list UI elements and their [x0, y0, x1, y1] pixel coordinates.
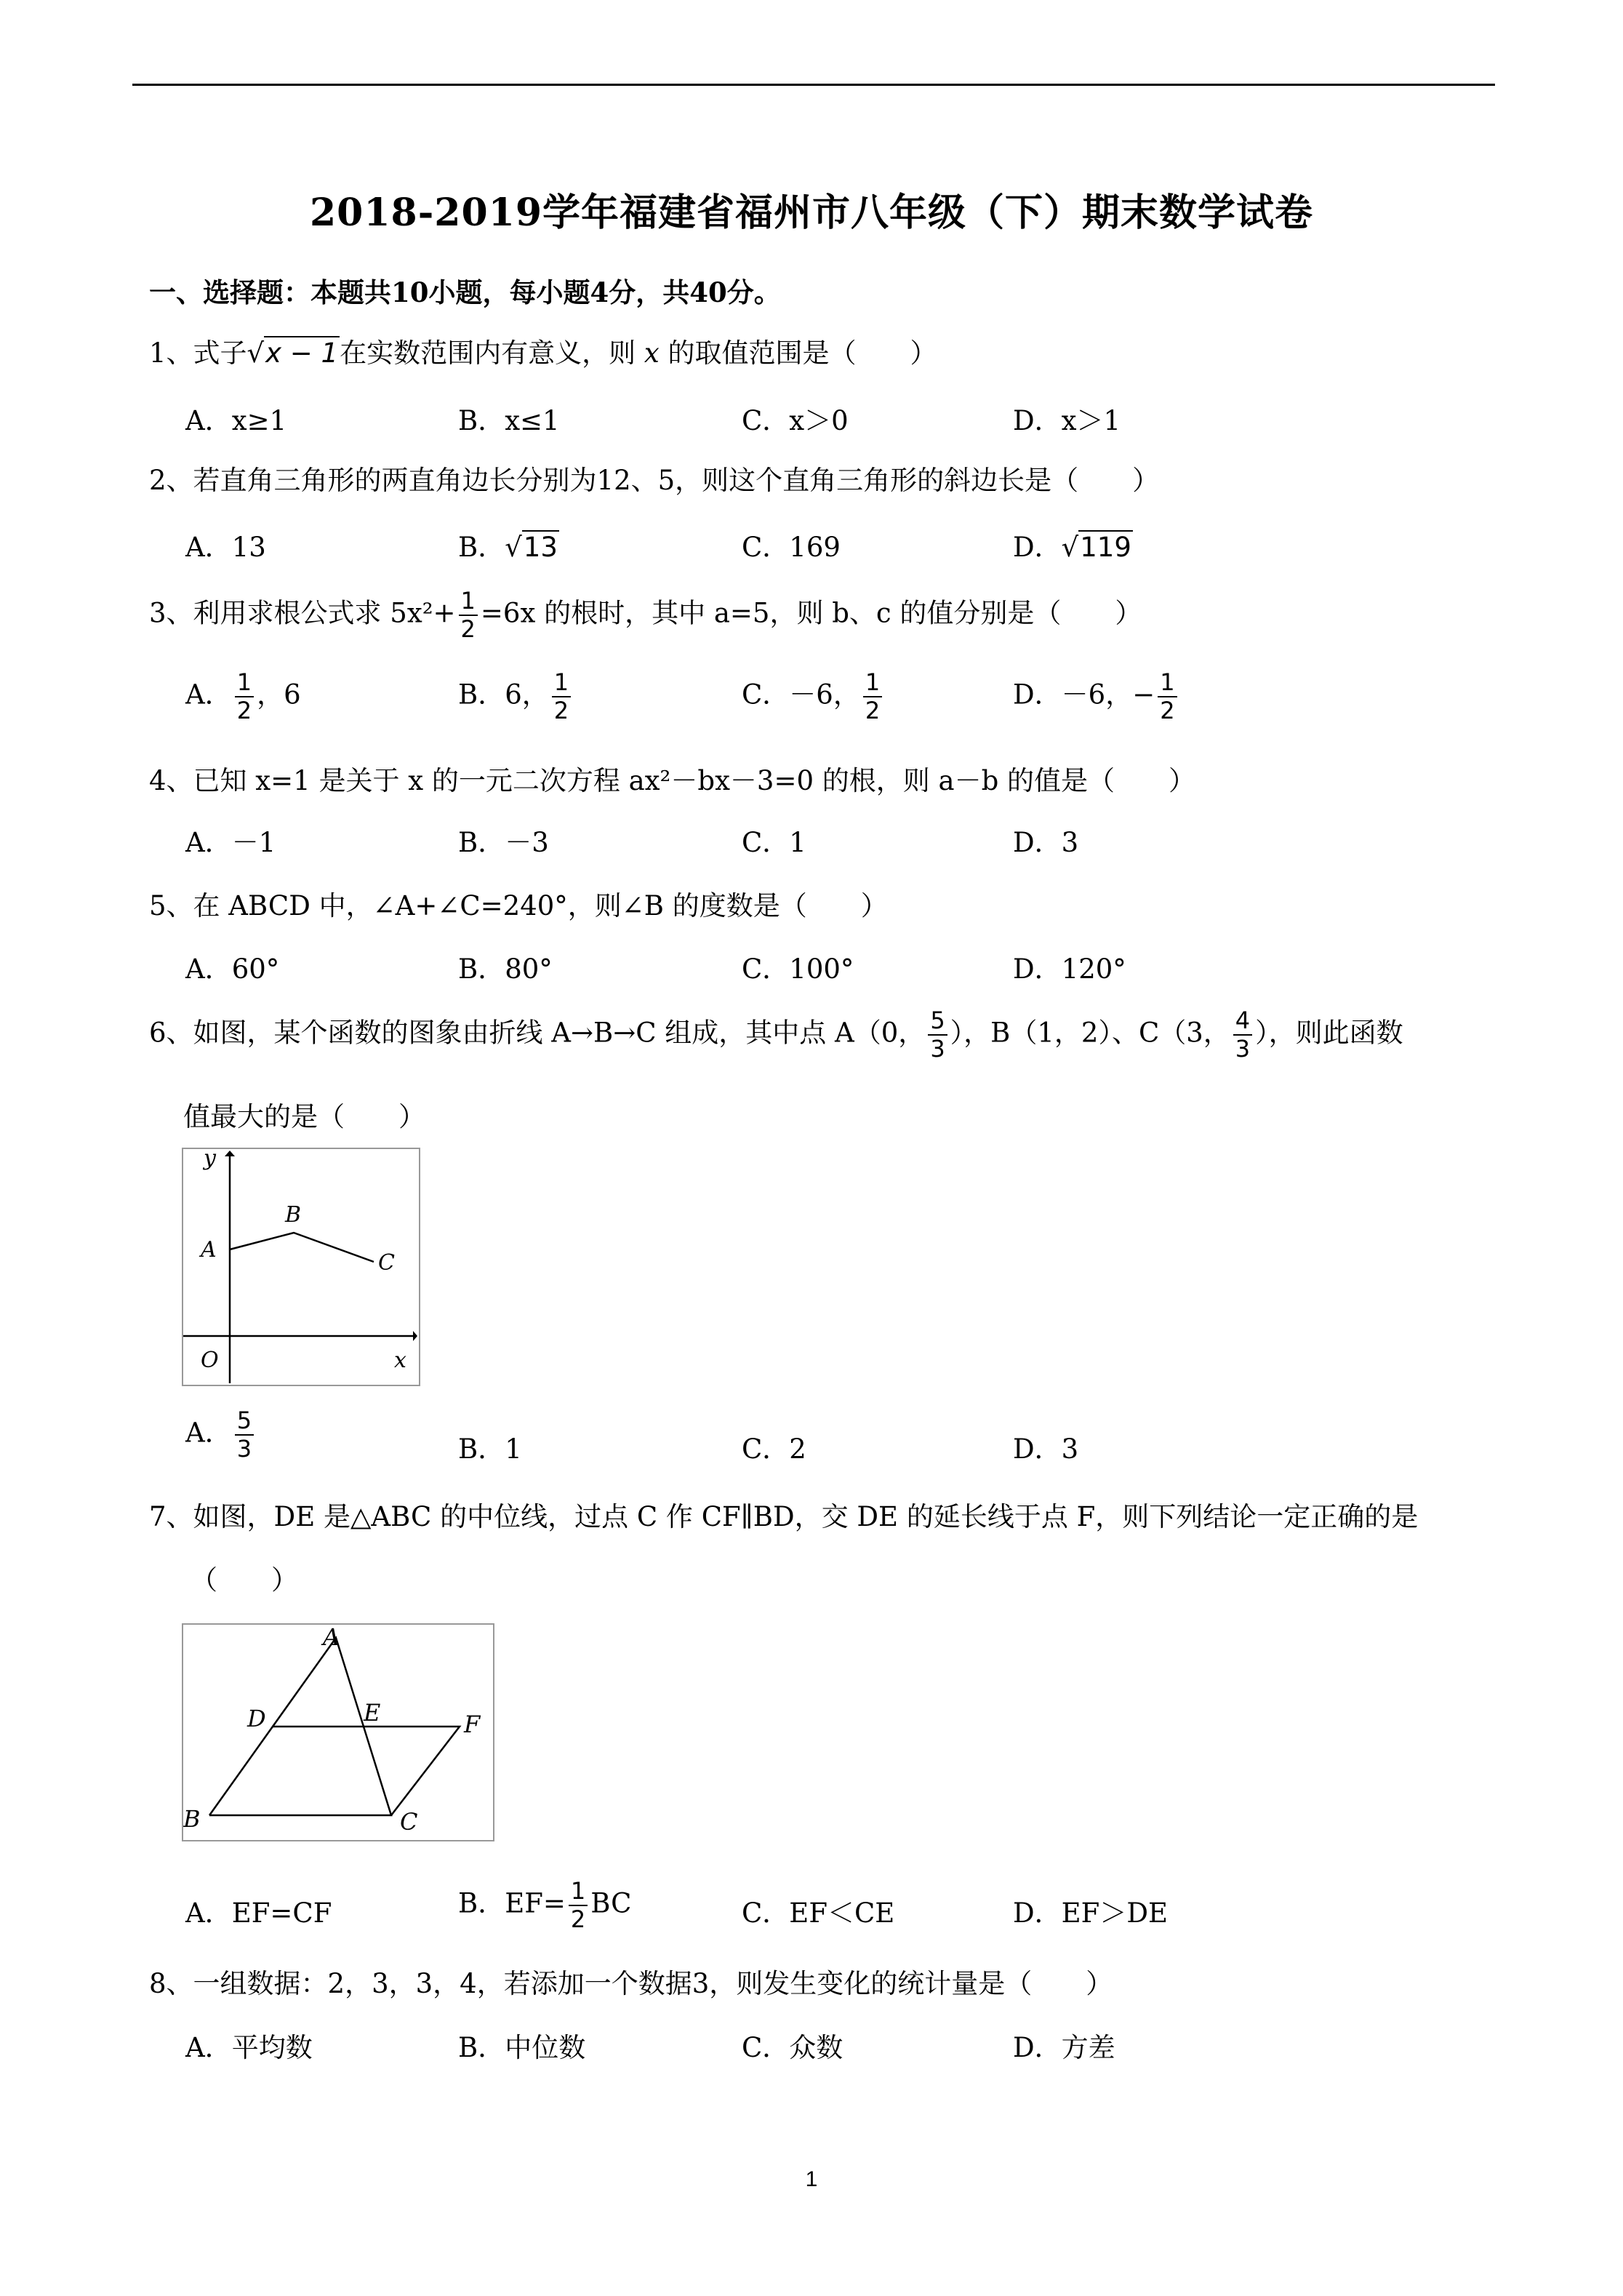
segment-dfc [272, 1727, 460, 1815]
q7-geometry-svg [183, 1625, 493, 1840]
label-c: C [400, 1808, 418, 1836]
q6-figure [182, 1148, 420, 1386]
label-x: x [394, 1348, 406, 1373]
q2-option-d[interactable] [1013, 525, 1133, 564]
q2-option-a[interactable]: A．13 [185, 532, 266, 563]
q3-option-c[interactable] [742, 669, 885, 724]
q3-option-d-fraction [1158, 669, 1177, 724]
question-8: 8、一组数据：2，3，3，4，若添加一个数据3，则发生变化的统计量是（ ） [149, 1968, 1113, 1999]
q4-option-c[interactable]: C．1 [742, 827, 806, 858]
q5-option-a[interactable]: A．60° [185, 953, 280, 985]
q1-option-c[interactable]: C．x＞0 [742, 405, 849, 436]
q8-option-a[interactable]: A．平均数 [185, 2032, 313, 2063]
q4-option-a[interactable]: A．－1 [185, 827, 276, 858]
q2-option-b-radicand: 13 [523, 532, 558, 563]
q6-option-b[interactable]: B．1 [458, 1433, 522, 1465]
q6-frac-a-den: 3 [930, 1034, 945, 1063]
q2-option-c[interactable]: C．169 [742, 532, 841, 563]
q3-option-c-num: 1 [863, 669, 882, 697]
y-axis-arrow-icon [225, 1151, 235, 1156]
polyline-abc [230, 1233, 374, 1262]
q7-option-b-num: 1 [569, 1878, 588, 1906]
q6-fraction-a [928, 1007, 947, 1063]
question-3 [149, 588, 1142, 643]
question-7-line2: （ ） [191, 1564, 298, 1596]
q3-option-c-label: C．－6， [742, 679, 860, 711]
q7-option-b[interactable] [458, 1878, 631, 1933]
q1-text-pre: 1、式子 [149, 337, 247, 369]
q6-option-c[interactable]: C．2 [742, 1433, 806, 1465]
q4-option-b[interactable]: B．－3 [458, 827, 549, 858]
q5-option-b[interactable]: B．80° [458, 953, 553, 985]
q3-option-a[interactable] [185, 669, 301, 724]
q2-option-d-radical: √119 [1061, 532, 1131, 563]
q6-option-a-fraction [235, 1407, 254, 1463]
q2-option-b-radical: √13 [505, 532, 558, 563]
q3-option-b-den: 2 [553, 696, 569, 724]
label-c: C [378, 1250, 395, 1276]
q3-option-a-den: 2 [236, 696, 252, 724]
x-axis-arrow-icon [413, 1331, 417, 1341]
q3-option-d-den: 2 [1160, 696, 1175, 724]
q8-option-d[interactable]: D．方差 [1013, 2032, 1115, 2063]
label-e: E [364, 1699, 381, 1727]
q4-option-d[interactable]: D．3 [1013, 827, 1079, 858]
label-b: B [285, 1202, 302, 1228]
q1-option-a[interactable]: A．x≥1 [185, 405, 287, 436]
q3-option-a-fraction [235, 669, 254, 724]
q6-frac-c-num: 4 [1233, 1007, 1252, 1036]
q7-figure [182, 1623, 494, 1841]
header-rule [132, 84, 1495, 86]
q3-option-b-label: B．6， [458, 679, 549, 711]
q3-frac-den: 2 [460, 615, 476, 643]
q6-option-d[interactable]: D．3 [1013, 1433, 1079, 1465]
q8-option-c[interactable]: C．众数 [742, 2032, 843, 2063]
q3-option-d-label: D．－6，− [1013, 679, 1155, 711]
q3-option-b-fraction [552, 669, 571, 724]
q1-option-b[interactable]: B．x≤1 [458, 405, 560, 436]
q6-frac-c-den: 3 [1235, 1034, 1251, 1063]
q3-option-a-label: A． [185, 679, 232, 711]
label-f: F [464, 1711, 481, 1738]
q2-option-d-radicand: 119 [1080, 532, 1131, 563]
q7-option-b-fraction [569, 1878, 588, 1933]
q3-text-post: =6x 的根时，其中 a=5，则 b、c 的值分别是（ ） [480, 597, 1142, 629]
page-number: 1 [805, 2167, 818, 2191]
q7-option-b-den: 2 [570, 1905, 586, 1933]
q7-option-c[interactable]: C．EF＜CE [742, 1897, 895, 1929]
label-a: A [201, 1237, 217, 1263]
q3-option-d[interactable] [1013, 669, 1180, 724]
q3-option-d-num: 1 [1158, 669, 1177, 697]
q3-option-b[interactable] [458, 669, 574, 724]
q1-radical: √x − 1 [247, 337, 339, 369]
q3-option-b-num: 1 [552, 669, 571, 697]
q3-option-a-num: 1 [235, 669, 254, 697]
label-b: B [183, 1805, 201, 1833]
question-5: 5、在 ABCD 中，∠A+∠C=240°，则∠B 的度数是（ ） [149, 890, 888, 921]
label-a: A [323, 1625, 340, 1651]
q1-text-mid: 在实数范围内有意义，则 [340, 337, 636, 369]
q1-var: x [644, 337, 660, 369]
question-6-line2: 值最大的是（ ） [183, 1101, 425, 1132]
q3-frac-num: 1 [459, 588, 478, 616]
question-6 [149, 1007, 1403, 1063]
q6-option-a[interactable] [185, 1407, 257, 1463]
q2-option-d-label: D． [1013, 532, 1062, 563]
question-4: 4、已知 x=1 是关于 x 的一元二次方程 ax²－bx－3=0 的根，则 a－b 的值是（ ） [149, 765, 1196, 796]
q1-option-d[interactable]: D．x＞1 [1013, 405, 1121, 436]
q1-radicand: x − 1 [265, 337, 339, 369]
q3-fraction [459, 588, 478, 643]
label-d: D [247, 1705, 266, 1732]
q6-fraction-c [1233, 1007, 1252, 1063]
q5-option-c[interactable]: C．100° [742, 953, 854, 985]
q7-option-d[interactable]: D．EF＞DE [1013, 1897, 1169, 1929]
q6-option-a-den: 3 [236, 1434, 252, 1463]
q3-text-pre: 3、利用求根公式求 5x²+ [149, 597, 456, 629]
q6-option-a-num: 5 [235, 1407, 254, 1436]
q6-text-mid: ），B（1，2）、C（3， [950, 1017, 1230, 1049]
q5-option-d[interactable]: D．120° [1013, 953, 1126, 985]
q6-graph-svg [183, 1149, 419, 1385]
q3-option-c-den: 2 [865, 696, 881, 724]
q2-option-b[interactable] [458, 525, 559, 564]
label-o: O [201, 1348, 219, 1373]
q6-option-a-label: A． [185, 1417, 232, 1449]
question-1 [149, 331, 937, 370]
q7-option-b-post: BC [590, 1887, 632, 1919]
q1-text-post: 的取值范围是（ ） [668, 337, 937, 369]
q2-option-b-label: B． [458, 532, 505, 563]
question-2: 2、若直角三角形的两直角边长分别为12、5，则这个直角三角形的斜边长是（ ） [149, 465, 1160, 496]
q3-option-c-fraction [863, 669, 882, 724]
q8-option-b[interactable]: B．中位数 [458, 2032, 586, 2063]
label-y: y [204, 1149, 216, 1171]
question-7: 7、如图，DE 是△ABC 的中位线，过点 C 作 CF∥BD，交 DE 的延长线于点 F，则下列结论一定正确的是 [149, 1501, 1419, 1532]
q6-text-pre: 6、如图，某个函数的图象由折线 A→B→C 组成，其中点 A（0， [149, 1017, 926, 1049]
q3-option-a-tail: ，6 [257, 679, 301, 711]
q7-option-a[interactable]: A．EF=CF [185, 1897, 332, 1929]
q7-option-b-pre: B．EF= [458, 1887, 566, 1919]
page-title: 2018-2019学年福建省福州市八年级（下）期末数学试卷 [309, 191, 1314, 235]
section-heading: 一、选择题：本题共10小题，每小题4分，共40分。 [149, 276, 781, 308]
q6-text-post: ），则此函数 [1255, 1017, 1403, 1049]
q6-frac-a-num: 5 [928, 1007, 947, 1036]
